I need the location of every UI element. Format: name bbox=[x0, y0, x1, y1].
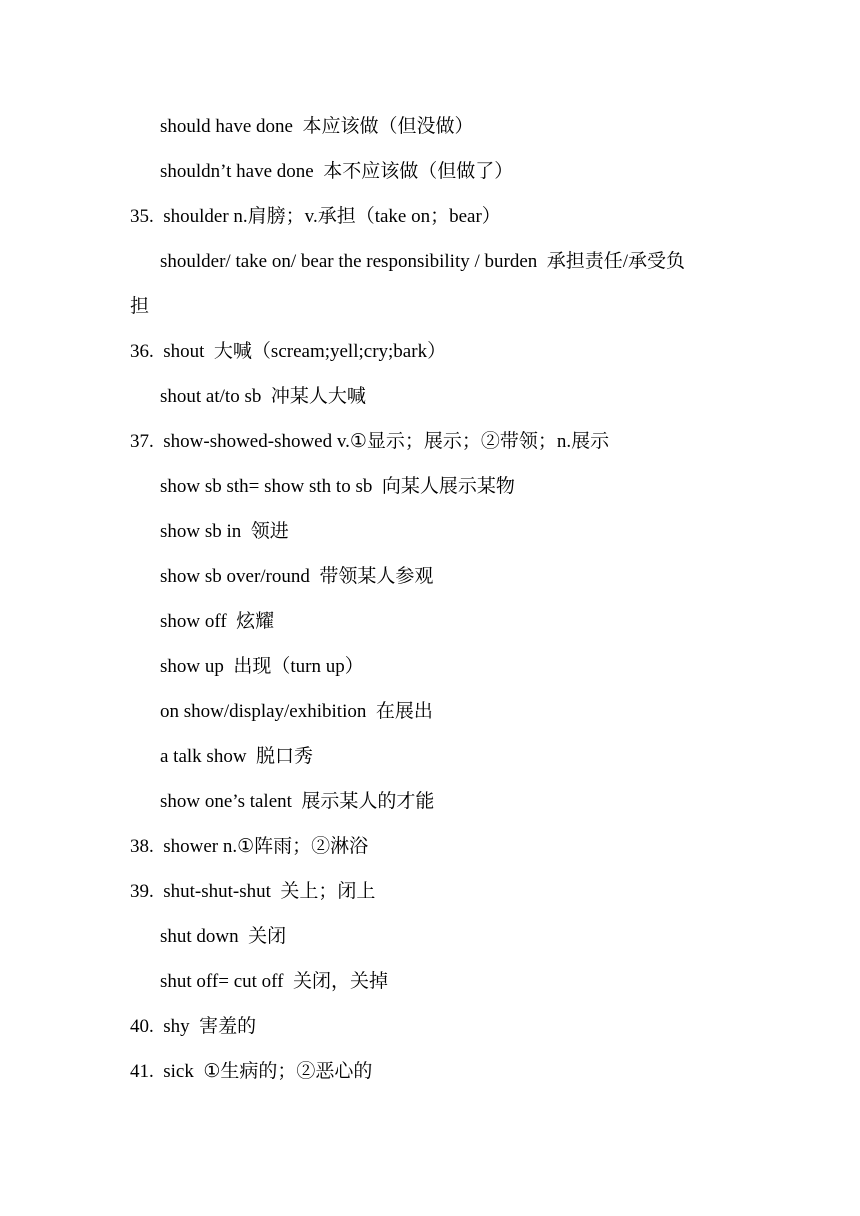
phrase-line: show sb over/round 带领某人参观 bbox=[160, 566, 434, 587]
phrase-line: on show/display/exhibition 在展出 bbox=[160, 701, 433, 722]
phrase-line: shut off= cut off 关闭，关掉 bbox=[160, 971, 388, 992]
phrase-line: shout at/to sb 冲某人大喊 bbox=[160, 386, 366, 407]
entry-line: 35. shoulder n.肩膀；v.承担（take on；bear） bbox=[130, 206, 501, 227]
phrase-line: a talk show 脱口秀 bbox=[160, 746, 314, 767]
phrase-line: show off 炫耀 bbox=[160, 611, 275, 632]
phrase-line: show one’s talent 展示某人的才能 bbox=[160, 791, 435, 812]
phrase-line: show sb in 领进 bbox=[160, 521, 289, 542]
entry-line: 37. show-showed-showed v.①显示；展示；②带领；n.展示 bbox=[130, 431, 610, 452]
entry-line: 38. shower n.①阵雨；②淋浴 bbox=[130, 836, 369, 857]
phrase-line: show sb sth= show sth to sb 向某人展示某物 bbox=[160, 476, 515, 497]
entry-line: 40. shy 害羞的 bbox=[130, 1016, 257, 1037]
phrase-line: should have done 本应该做（但没做） bbox=[160, 116, 474, 137]
vocabulary-list bbox=[0, 111, 860, 1101]
entry-line: 36. shout 大喊（scream;yell;cry;bark） bbox=[130, 341, 447, 362]
continuation-line: 担 bbox=[130, 296, 150, 317]
phrase-line: shoulder/ take on/ bear the responsibility / burden 承担责任/承受负 bbox=[160, 251, 686, 272]
entry-line: 39. shut-shut-shut 关上；闭上 bbox=[130, 881, 376, 902]
entry-line: 41. sick ①生病的；②恶心的 bbox=[130, 1061, 373, 1082]
phrase-line: shut down 关闭 bbox=[160, 926, 287, 947]
phrase-line: shouldn’t have done 本不应该做（但做了） bbox=[160, 161, 514, 182]
phrase-line: show up 出现（turn up） bbox=[160, 656, 364, 677]
